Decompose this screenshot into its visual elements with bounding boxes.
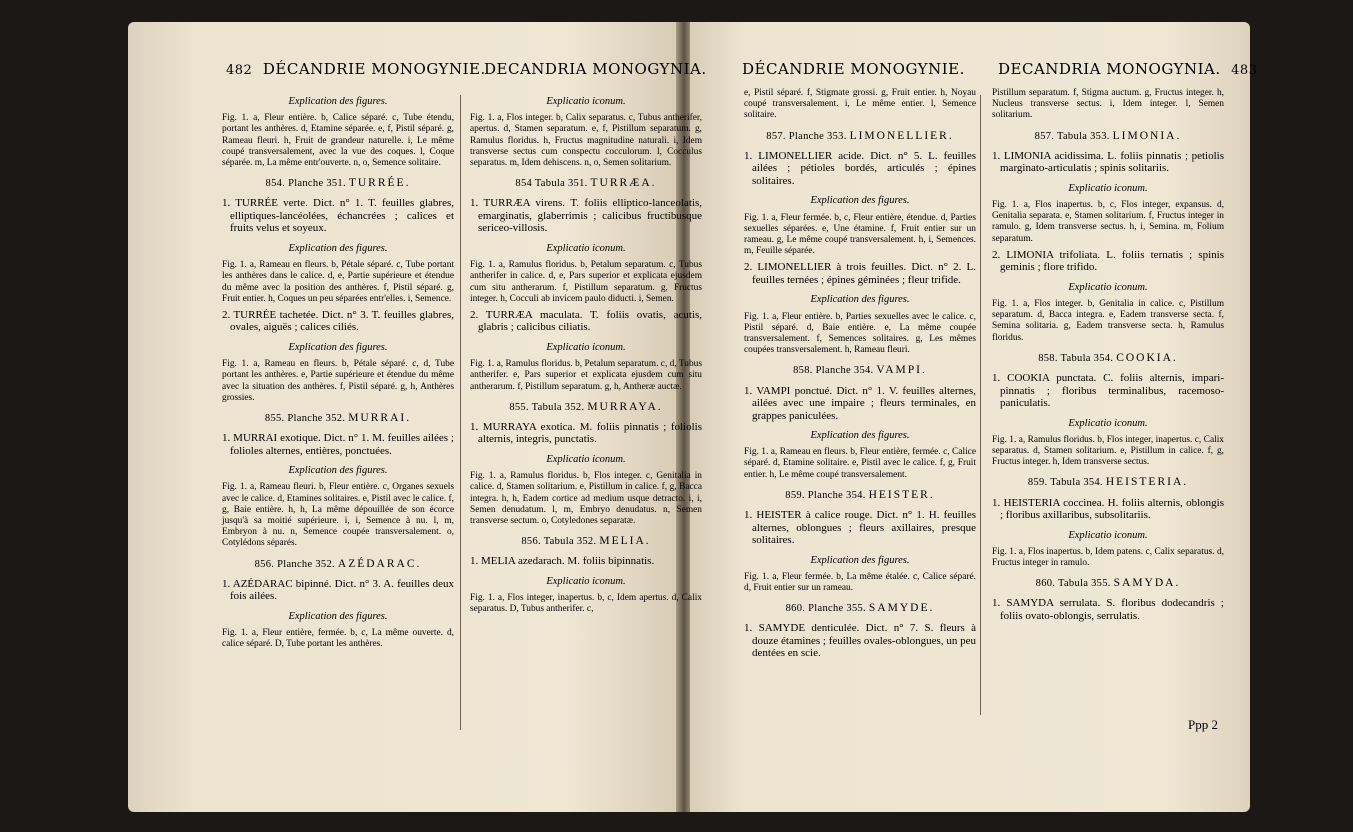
genus-name: COOKIA. — [1116, 351, 1178, 364]
left-running-head-la: DECANDRIA MONOGYNIA. — [484, 60, 707, 78]
plate-heading — [992, 353, 1224, 364]
figure-explanation-heading: Explication des figures. — [810, 195, 910, 207]
genus-name: MURRAYA. — [587, 400, 663, 413]
figure-explanation-heading: Explicatio iconum. — [1068, 417, 1148, 429]
plate-number: 855. — [264, 412, 285, 424]
figure-explanation-heading: Explicatio iconum. — [546, 453, 626, 465]
plate-label: Tabula 352. — [543, 536, 597, 548]
plate-label: Tabula 354. — [1060, 352, 1114, 364]
plate-label: Tabula 355. — [1057, 578, 1111, 590]
figure-legend: Pistillum separatum. f, Stigma auctum. g, Fructus integer. h, Nucleus transverse sectus. i, Idem integer. l, Semen solitarium. — [992, 88, 1224, 121]
plate-number: 860. — [1035, 578, 1056, 590]
genus-name: SAMYDE. — [868, 602, 935, 615]
figure-legend: Fig. 1. a, Ramulus floridus. b, Flos integer, inapertus. c, Calix separatus. d, Stamen solitarium. e, Pistillum in calice. f, g, Fructus integer. h, Idem transverse sectus. — [992, 434, 1224, 468]
right-column-french — [744, 88, 976, 663]
plate-heading — [470, 536, 702, 547]
genus-name: SAMYDA. — [1113, 577, 1181, 590]
species-entry: 1. MURRAI exotique. Dict. n° 1. M. feuilles ailées ; folioles alternes, entières, ponctuées. — [222, 432, 454, 457]
plate-label: Tabula 351. — [534, 178, 588, 190]
plate-number: 858. — [793, 365, 813, 377]
species-entry: 1. AZÉDARAC bipinné. Dict. n° 3. A. feuilles deux fois ailées. — [222, 577, 454, 603]
species-entry: 2. LIMONELLIER à trois feuilles. Dict. n° 2. L. feuilles ternées ; épines géminées ; fleur trifide. — [744, 261, 976, 286]
figure-legend: Fig. 1. a, Rameau en fleurs. b, Pétale séparé. c, Tube portant les anthères dans le calice. d, e, Partie supérieure et étendue du même avec la position des anthères. f, Pistil séparé. g, Fruit entier. h, Coques un peu séparées entr'elles. i, Semence. — [222, 260, 454, 304]
species-entry: 1. LIMONELLIER acide. Dict. n° 5. L. feuilles ailées ; pétioles bordés, articulés ; épines solitaires. — [744, 149, 976, 187]
plate-label: Planche 352. — [287, 412, 346, 424]
species-entry: 1. COOKIA punctata. C. foliis alternis, impari-pinnatis ; floribus terminalibus, racemoso-paniculatis. — [992, 372, 1224, 410]
figure-legend: Fig. 1. a, Flos inapertus. b, Idem patens. c, Calix separatus. d, Fructus integer in ramulo. — [992, 546, 1224, 568]
figure-legend: Fig. 1. a, Fleur fermée. b, La même étalée. c, Calice séparé. d, Fruit entier sur un rameau. — [744, 571, 976, 593]
figure-explanation-heading: Explication des figures. — [288, 610, 388, 622]
figure-legend: Fig. 1. a, Rameau en fleurs. b, Fleur entière, fermée. c, Calice séparé. d, Etamine solitaire. e, Pistil avec le calice. f, g, Fruit entier. h, Le même coupé transversalement. — [744, 447, 976, 480]
figure-legend: Fig. 1. a, Flos integer. b, Genitalia in calice. c, Pistillum separatum. d, Bacca integra. e, Eadem transverse secta. f, Semina solitaria. g, Eadem transverse secta. h, Ramulus floridus. — [992, 299, 1224, 343]
species-entry: 1. TURRÆA virens. T. foliis elliptico-lanceolatis, emarginatis, glaberrimis ; calicibus fructibusque sericeo-villosis. — [470, 197, 702, 235]
plate-number: 859. — [785, 489, 805, 501]
plate-label: Planche 352. — [277, 558, 335, 570]
left-column-latin — [470, 88, 702, 618]
figure-legend: Fig. 1. a, Ramulus floridus. b, Petalum separatum. c, Tubus antherifer in calice. d, e, Pars superior et explicata ejusdem cum situ antherarum. f, Pistillum separatum. g, Fructus integer. h, Cocculi ab invicem paulo diducti. i, Semen. — [470, 260, 702, 304]
figure-explanation-heading: Explication des figures. — [810, 430, 910, 442]
plate-number: 857. — [1034, 130, 1055, 142]
figure-explanation-heading: Explicatio iconum. — [546, 96, 626, 107]
plate-heading — [470, 178, 702, 189]
figure-explanation-heading: Explication des figures. — [288, 242, 388, 254]
figure-explanation-heading: Explication des figures. — [288, 465, 388, 477]
right-column-rule — [980, 95, 981, 715]
plate-number: 857. — [766, 130, 786, 142]
figure-legend: e, Pistil séparé. f, Stigmate grossi. g, Fruit entier. h, Noyau coupé transversalement. i, Le même entier. l, Semence solitaire. — [744, 88, 976, 121]
species-entry: 1. LIMONIA acidissima. L. foliis pinnatis ; petiolis marginato-articulatis ; spinis solitariis. — [992, 149, 1224, 175]
figure-legend: Fig. 1. a, Ramulus floridus. b, Petalum separatum. c, d, Tubus antherifer. e, Pars superior et explicata ejusdem cum situ antherarum. f, Pistillum separatum. g, h, Antheræ auctæ. — [470, 359, 702, 392]
genus-name: TURRÆA. — [590, 177, 657, 190]
species-entry: 1. TURRÉE verte. Dict. n° 1. T. feuilles glabres, elliptiques-lancéolées, échancrées ; calices et fruits velus et soyeux. — [222, 197, 454, 235]
plate-heading — [222, 178, 454, 189]
figure-explanation-heading: Explicatio iconum. — [546, 242, 626, 254]
genus-name: MELIA. — [599, 535, 651, 548]
genus-name: HEISTERIA. — [1105, 476, 1189, 489]
figure-explanation-heading: Explicatio iconum. — [546, 575, 626, 587]
left-column-rule — [460, 95, 461, 730]
signature-mark: Ppp 2 — [1188, 717, 1218, 732]
right-column-latin — [992, 88, 1224, 625]
right-running-head-fr: DÉCANDRIE MONOGYNIE. — [742, 60, 965, 78]
genus-name: VAMPI. — [876, 364, 927, 377]
plate-label: Tabula 352. — [531, 401, 585, 413]
genus-name: LIMONIA. — [1112, 129, 1182, 142]
genus-name: TURRÉE. — [348, 177, 411, 190]
species-entry: 1. SAMYDA serrulata. S. floribus dodecandris ; foliis ovato-oblongis, serrulatis. — [992, 597, 1224, 622]
species-entry: 1. MURRAYA exotica. M. foliis pinnatis ; foliolis alternis, integris, punctatis. — [470, 420, 702, 446]
figure-legend: Fig. 1. a, Fleur fermée. b, c, Fleur entière, étendue. d, Parties sexuelles séparées. e, Une étamine. f, Fruit entier sur un rameau. g, Le même coupé transversalement. h, i, Semences. m, Feuille séparée. — [744, 212, 976, 257]
right-running-head-la: DECANDRIA MONOGYNIA. 483 — [998, 60, 1258, 78]
plate-heading — [744, 603, 976, 614]
figure-explanation-heading: Explication des figures. — [810, 294, 910, 306]
figure-explanation-heading: Explicatio iconum. — [1068, 529, 1148, 541]
plate-number: 855. — [509, 401, 529, 413]
genus-name: AZÉDARAC. — [337, 557, 422, 570]
figure-legend: Fig. 1. a, Flos integer, inapertus. b, c, Idem apertus. d, Calix separatus. D, Tubus antherifer. c, — [470, 593, 702, 615]
plate-label: Tabula 353. — [1056, 130, 1110, 142]
figure-explanation-heading: Explicatio iconum. — [1068, 182, 1148, 194]
plate-number: 856. — [521, 536, 541, 548]
left-page-number: 482 — [226, 63, 253, 78]
figure-explanation-heading: Explication des figures. — [810, 554, 910, 566]
genus-name: HEISTER. — [868, 488, 935, 501]
species-entry: 1. HEISTER à calice rouge. Dict. n° 1. H. feuilles alternes, oblongues ; fleurs axillaires, presque solitaires. — [744, 509, 976, 547]
figure-legend: Fig. 1. a, Rameau en fleurs. b, Pétale séparé. c, d, Tube portant les anthères. e, Partie supérieure et étendue du même avec la situation des anthères. f, Pistil séparé. g, h, Anthères grossies. — [222, 359, 454, 403]
species-entry: 2. LIMONIA trifoliata. L. foliis ternatis ; spinis geminis ; flore trifido. — [992, 248, 1224, 274]
species-entry: 1. MELIA azedarach. M. foliis bipinnatis. — [470, 555, 655, 568]
genus-name: MURRAI. — [348, 411, 412, 424]
plate-heading — [470, 402, 702, 413]
figure-explanation-heading: Explicatio iconum. — [1068, 281, 1148, 293]
figure-legend: Fig. 1. a, Ramulus floridus. b, Flos integer. c, Genitalia in calice. d, Stamen solitarium. e, Pistillum in calice. f, g, Bacca integra. h, h, Eadem cortice ad medium usque detracto. i, i, Semen denudatum. l, m, Embryo denudatus. n, Semen transverse sectum. o, Cotyledones separatæ. — [470, 471, 702, 526]
right-page-number: 483 — [1231, 63, 1258, 78]
figure-explanation-heading: Explication des figures. — [288, 341, 388, 353]
genus-name: LIMONELLIER. — [849, 129, 954, 142]
figure-explanation-heading: Explication des figures. — [288, 96, 388, 107]
figure-legend: Fig. 1. a, Rameau fleuri. b, Fleur entière. c, Organes sexuels avec le calice. d, Etamines solitaires. e, Pistil avec le calice. f, g, Baie entière. h, h, La même dépouillée de son écorce jusqu'à sa moitié supérieure. i, i, Semence à nu. l, m, Embryon à nu. n, Semence coupée transversalement. o, Cotylédons séparés. — [222, 482, 454, 549]
plate-heading — [744, 490, 976, 501]
species-entry: 1. SAMYDE denticulée. Dict. n° 7. S. fleurs à douze étamines ; feuilles ovales-oblongues, un peu dentées en scie. — [744, 622, 976, 660]
plate-label: Planche 354. — [815, 365, 874, 377]
species-entry: 2. TURRÉE tachetée. Dict. n° 3. T. feuilles glabres, ovales, aiguës ; calices ciliés. — [222, 308, 454, 334]
plate-label: Planche 355. — [808, 603, 866, 615]
plate-number: 859. — [1027, 477, 1048, 489]
figure-legend: Fig. 1. a, Fleur entière. b, Calice séparé. c, Tube étendu, portant les anthères. d, Etamine séparée. e, f, Pistil séparé. g, Rameau fleuri. h, Fruit de grandeur naturelle. i, Le même coupé transversalement, avec la vue des coques. l, Coque séparée. m, La même entr'ouverte. n, o, Semence solitaire. — [222, 113, 454, 169]
plate-number: 858. — [1038, 352, 1058, 364]
figure-legend: Fig. 1. a, Flos integer. b, Calix separatus. c, Tubus antherifer, apertus. d, Stamen separatum. e, f, Pistillum separatum. g, Ramulus floridus. h, Fructus magnitudine naturali. i, Idem transverse sectus cum conspectu cocculorum. l, Cocculus separatus. m, Idem dehiscens. n, o, Semen solitarium. — [470, 113, 702, 169]
plate-number: 860. — [785, 603, 806, 615]
species-entry: 1. VAMPI ponctué. Dict. n° 1. V. feuilles alternes, ailées avec une impaire ; fleurs terminales, en grappes paniculées. — [744, 384, 976, 422]
plate-label: Planche 354. — [807, 489, 866, 501]
plate-number: 854 — [515, 178, 533, 190]
figure-explanation-heading: Explicatio iconum. — [546, 341, 626, 353]
plate-label: Planche 353. — [788, 130, 847, 142]
plate-heading — [992, 131, 1224, 142]
species-entry: 1. HEISTERIA coccinea. H. foliis alternis, oblongis ; floribus axillaribus, subsolitariis. — [992, 496, 1224, 522]
plate-heading — [744, 131, 976, 142]
plate-label: Tabula 354. — [1050, 477, 1103, 489]
plate-heading — [744, 365, 976, 376]
left-column-french — [222, 88, 454, 653]
plate-number: 856. — [254, 558, 275, 570]
figure-legend: Fig. 1. a, Fleur entière, fermée. b, c, La même ouverte. d, calice séparé. D, Tube portant les anthères. — [222, 627, 454, 650]
plate-heading — [992, 578, 1224, 589]
plate-number: 854. — [265, 178, 286, 190]
plate-heading — [222, 413, 454, 424]
species-entry: 2. TURRÆA maculata. T. foliis ovatis, acutis, glabris ; calicibus ciliatis. — [470, 308, 702, 334]
plate-label: Planche 351. — [288, 178, 346, 190]
left-running-head-fr: 482 DÉCANDRIE MONOGYNIE. — [226, 60, 486, 78]
figure-legend: Fig. 1. a, Flos inapertus. b, c, Flos integer, expansus. d, Genitalia separata. e, Stamen solitarium. f, Fructus integer in ramulo. g, Idem transverse sectus. h, i, Semina. m, Folium separatum. — [992, 200, 1224, 244]
plate-heading — [222, 559, 454, 570]
plate-heading — [992, 477, 1224, 488]
figure-legend: Fig. 1. a, Fleur entière. b, Parties sexuelles avec le calice. c, Pistil séparé. d, Baie entière. e, La même coupée transversalement. f, Semences solitaires. g, Les mêmes coupées transversalement. h, Rameau fleuri. — [744, 311, 976, 356]
